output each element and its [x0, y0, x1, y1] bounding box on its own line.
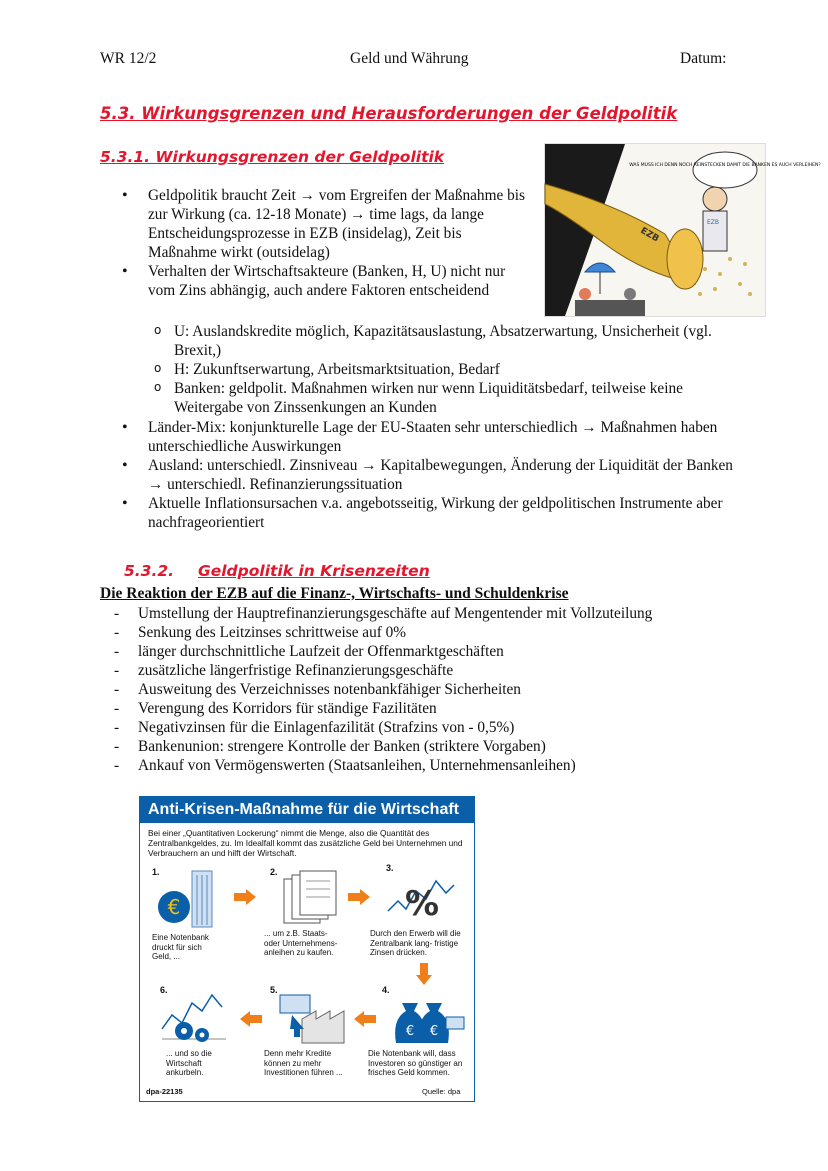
list-item: - Bankenunion: strengere Kontrolle der Banken (striktere Vorgaben): [100, 737, 652, 756]
gears-chart-icon: [156, 989, 232, 1047]
step-text: ... um z.B. Staats- oder Unternehmens- anleihen zu kaufen.: [264, 929, 338, 957]
percent-chart-icon: [386, 871, 456, 927]
step-text: Eine Notenbank druckt für sich Geld, ...: [152, 933, 209, 961]
section-title: 5.3. Wirkungsgrenzen und Herausforderungen der Geldpolitik: [100, 104, 678, 123]
infographic-title: Anti-Krisen-Maßnahme für die Wirtschaft: [140, 797, 474, 823]
money-bags-icon: [390, 989, 466, 1047]
step-text: Die Notenbank will, dass Investoren so günstiger an frisches Geld kommen.: [368, 1049, 463, 1077]
list-item: - zusätzliche längerfristige Refinanzierungsgeschäfte: [100, 661, 652, 680]
sub-list-item: o U: Auslandskredite möglich, Kapazitätsauslastung, Absatzerwartung, Unsicherheit (vgl. Brexit,): [148, 322, 740, 360]
header-date: Datum:: [680, 50, 727, 67]
cartoon-speech: WAS MUSS ICH DENN NOCH REINSTECKEN DAMIT DIE BANKEN ES AUCH VERLEIHEN?: [629, 163, 821, 168]
list-item: - Umstellung der Hauptrefinanzierungsgeschäfte auf Mengentender mit Vollzuteilung: [100, 604, 652, 623]
list-item: - länger durchschnittliche Laufzeit der Offenmarktgeschäften: [100, 642, 652, 661]
step-text: Denn mehr Kredite können zu mehr Investitionen führen ...: [264, 1049, 343, 1077]
header-left: WR 12/2: [100, 50, 157, 67]
step-number: 5.: [270, 985, 278, 995]
step-number: 2.: [270, 867, 278, 877]
step-number: 1.: [152, 867, 160, 877]
reaction-list: [100, 604, 652, 775]
arrow-right-icon: [234, 889, 256, 905]
infographic-intro: Bei einer „Quantitativen Lockerung“ nimmt die Menge, also die Quantität des Zentralbankgeldes, zu. Im Idealfall kommt das zusätzliche Geld bei Unternehmen und Verbrauchern an und hilft der Wirtschaft.: [148, 828, 463, 858]
arrow-left-icon: [240, 1011, 262, 1027]
sub-list-item: o H: Zukunftserwartung, Arbeitsmarktsituation, Bedarf: [148, 360, 740, 379]
wirkungsgrenzen-list: [100, 186, 530, 300]
list-item: - Negativzinsen für die Einlagenfazilität (Strafzins von - 0,5%): [100, 718, 652, 737]
list-item: • Verhalten der Wirtschaftsakteure (Banken, H, U) nicht nur vom Zins abhängig, auch andere Faktoren entscheidend: [100, 262, 530, 300]
cartoon-figure-label: EZB: [707, 219, 720, 226]
svg-text:€: €: [405, 1024, 415, 1039]
cartoon-horn-label: EZB: [638, 225, 661, 245]
list-item: • Ausland: unterschiedl. Zinsniveau → Kapitalbewegungen, Änderung der Liquidität der Banken → unterschiedl. Refinanzierungssituation: [100, 456, 740, 494]
subsection-title-1: 5.3.1. Wirkungsgrenzen der Geldpolitik: [100, 148, 445, 166]
list-item: - Ankauf von Vermögenswerten (Staatsanleihen, Unternehmensanleihen): [100, 756, 652, 775]
ezb-cartoon: [544, 143, 821, 317]
percent-symbol: %: [404, 884, 440, 924]
header-title: Geld und Währung: [350, 50, 469, 67]
svg-text:€: €: [167, 895, 181, 919]
step-number: 3.: [386, 863, 394, 873]
reaction-title: Die Reaktion der EZB auf die Finanz-, Wirtschafts- und Schuldenkrise: [100, 585, 569, 602]
svg-text:€: €: [429, 1024, 439, 1039]
arrow-down-icon: [416, 963, 432, 985]
documents-icon: [280, 871, 340, 927]
list-item: • Länder-Mix: konjunkturelle Lage der EU-Staaten sehr unterschiedlich → Maßnahmen haben unterschiedliche Auswirkungen: [100, 418, 740, 456]
euro-bank-icon: [154, 867, 226, 929]
subsection-number-2: 5.3.2.: [124, 562, 175, 580]
list-item: - Ausweitung des Verzeichnisses notenbankfähiger Sicherheiten: [100, 680, 652, 699]
infographic-source: Quelle: dpa: [422, 1087, 461, 1096]
qe-infographic: [139, 796, 475, 1102]
arrow-left-icon: [354, 1011, 376, 1027]
factory-money-icon: [272, 989, 352, 1047]
step-number: 4.: [382, 985, 390, 995]
infographic-id: dpa-22135: [146, 1087, 183, 1096]
subsection-title-2: Geldpolitik in Krisenzeiten: [198, 562, 430, 580]
list-item: • Aktuelle Inflationsursachen v.a. angebotsseitig, Wirkung der geldpolitischen Instrumente aber nachfrageorientiert: [100, 494, 740, 532]
list-item: - Senkung des Leitzinses schrittweise auf 0%: [100, 623, 652, 642]
wirkungsgrenzen-sublist: [100, 322, 740, 417]
step-number: 6.: [160, 985, 168, 995]
list-item: • Geldpolitik braucht Zeit → vom Ergreifen der Maßnahme bis zur Wirkung (ca. 12-18 Monate) → time lags, da lange Entscheidungsprozesse in EZB (insidelag), Zeit bis Maßnahme wirkt (outsidelag): [100, 186, 530, 262]
wirkungsgrenzen-list-2: [100, 418, 740, 532]
list-item: - Verengung des Korridors für ständige Fazilitäten: [100, 699, 652, 718]
arrow-right-icon: [348, 889, 370, 905]
sub-list-item: o Banken: geldpolit. Maßnahmen wirken nur wenn Liquiditätsbedarf, teilweise keine Weitergabe von Zinssenkungen an Kunden: [148, 379, 740, 417]
step-text: ... und so die Wirtschaft ankurbeln.: [166, 1049, 212, 1077]
step-text: Durch den Erwerb will die Zentralbank lang- fristige Zinsen drücken.: [370, 929, 461, 957]
